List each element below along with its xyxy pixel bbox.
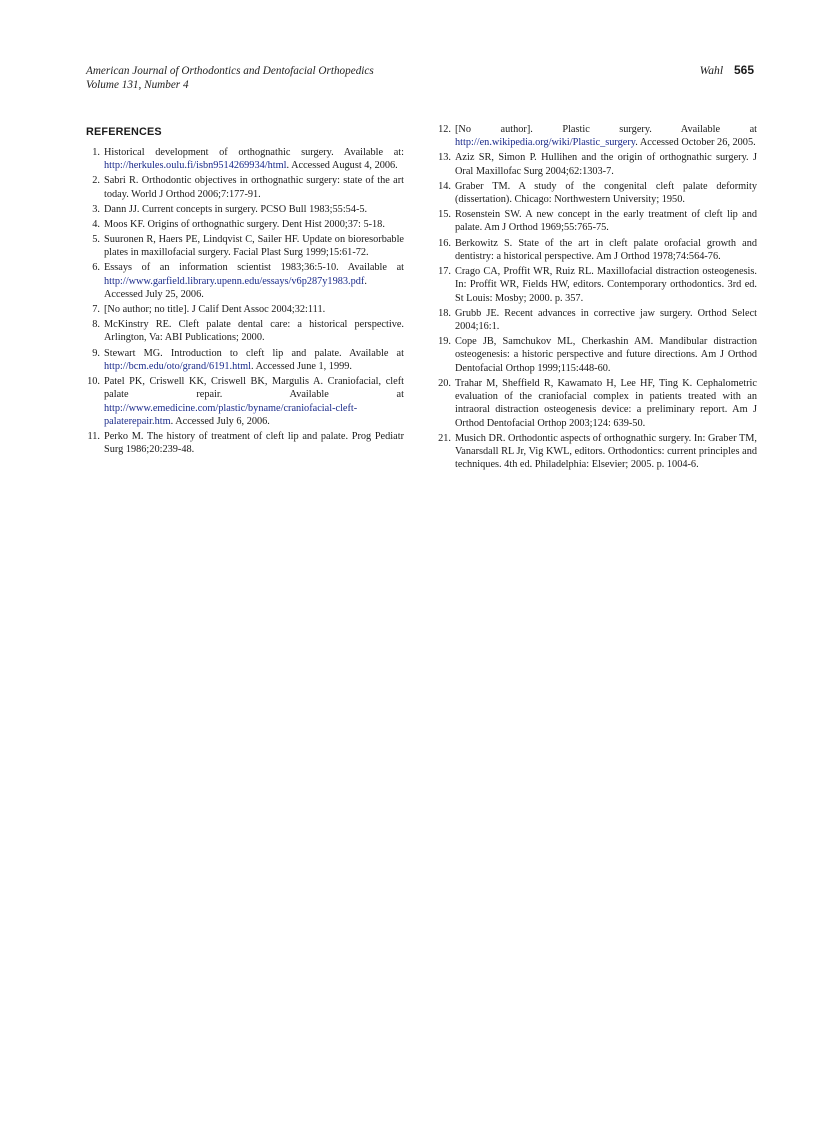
reference-text-tail: . Accessed July 6, 2006.: [170, 415, 270, 427]
reference-number: 13.: [438, 152, 451, 164]
reference-number: 15.: [438, 209, 451, 221]
references-heading: REFERENCES: [86, 126, 162, 138]
reference-item: [437, 307, 757, 334]
reference-text: Sabri R. Orthodontic objectives in orthognathic surgery: state of the art today. World J Orthod 2006;7:177-91.: [104, 175, 404, 200]
reference-item: [86, 347, 404, 374]
running-header-journal: [86, 64, 374, 92]
reference-item: [437, 151, 757, 178]
reference-item: [437, 432, 757, 472]
reference-item: [86, 218, 404, 231]
reference-text: Perko M. The history of treatment of cleft lip and palate. Prog Pediatr Surg 1986;20:239-48.: [104, 430, 404, 456]
reference-number: 18.: [438, 307, 451, 319]
reference-number: 14.: [438, 180, 451, 192]
reference-text: Berkowitz S. State of the art in cleft palate orofacial growth and dentistry: a historical perspective. Am J Orthod 1978;74:564-76.: [455, 237, 757, 262]
reference-text: Crago CA, Proffit WR, Ruiz RL. Maxillofacial distraction osteogenesis. In: Proffit WR, Fields HW, editors. Contemporary orthodontics. 3rd ed. St Louis: Mosby; 2000. p. 357.: [455, 265, 757, 304]
reference-item: [86, 174, 404, 201]
journal-volume: Volume 131, Number 4: [86, 79, 189, 91]
reference-number: 5.: [92, 233, 100, 245]
running-header-right: [700, 63, 754, 77]
reference-text: Cope JB, Samchukov ML, Cherkashin AM. Mandibular distraction osteogenesis: a historic perspective and future directions. Am J Orthod Dentofacial Orthop 1999;115:448-60.: [455, 336, 757, 374]
reference-number: 12.: [438, 124, 451, 135]
reference-item: [86, 203, 404, 216]
reference-number: 6.: [92, 262, 100, 274]
reference-text: Grubb JE. Recent advances in corrective jaw surgery. Orthod Select 2004;16:1.: [455, 307, 757, 332]
reference-item: [86, 375, 404, 428]
reference-item: [86, 303, 404, 316]
journal-title: American Journal of Orthodontics and Dentofacial Orthopedics: [86, 65, 374, 77]
reference-item: [86, 261, 404, 301]
reference-item: [86, 318, 404, 345]
reference-link[interactable]: http://www.emedicine.com/plastic/byname/craniofacial-cleft-palaterepair.htm: [104, 402, 358, 427]
reference-text: Moos KF. Origins of orthognathic surgery. Dent Hist 2000;37: 5-18.: [104, 218, 385, 230]
reference-text: Stewart MG. Introduction to cleft lip and palate. Available at: [104, 347, 404, 359]
reference-number: 19.: [438, 336, 451, 348]
reference-text: Aziz SR, Simon P. Hullihen and the origin of orthognathic surgery. J Oral Maxillofac Surg 2004;62:1303-7.: [455, 152, 757, 177]
reference-text: Graber TM. A study of the congenital cleft palate deformity (dissertation). Chicago: Northwestern University; 1950.: [455, 180, 757, 206]
reference-text: Rosenstein SW. A new concept in the early treatment of cleft lip and palate. Am J Orthod 1969;55:765-75.: [455, 209, 757, 234]
reference-link[interactable]: http://en.wikipedia.org/wiki/Plastic_surgery: [455, 137, 636, 149]
reference-text: Historical development of orthognathic surgery. Available at:: [104, 147, 404, 158]
reference-item: [437, 208, 757, 235]
reference-number: 7.: [92, 304, 100, 316]
reference-text: [No author]. Plastic surgery. Available at: [455, 124, 757, 135]
reference-number: 3.: [92, 203, 100, 215]
reference-link[interactable]: http://bcm.edu/oto/grand/6191.html: [104, 360, 252, 372]
reference-item: [86, 430, 404, 457]
reference-text: Trahar M, Sheffield R, Kawamato H, Lee HF, Ting K. Cephalometric evaluation of the craniofacial complex in patients treated with an intraoral distraction osteogenesis device: a preliminary report. Am J Orthod Dentofacial Orthop 2003;124: 639-50.: [455, 377, 757, 429]
reference-number: 2.: [92, 175, 100, 187]
reference-number: 9.: [92, 347, 100, 359]
reference-number: 11.: [87, 430, 100, 442]
reference-number: 17.: [438, 265, 451, 277]
reference-number: 21.: [438, 432, 451, 444]
reference-text-tail: . Accessed June 1, 1999.: [251, 360, 352, 372]
reference-text-tail: . Accessed July 25, 2006.: [104, 275, 367, 300]
reference-number: 1.: [92, 147, 100, 158]
reference-item: [437, 335, 757, 375]
reference-item: [86, 233, 404, 260]
reference-item: [437, 377, 757, 430]
reference-text: Essays of an information scientist 1983;36:5-10. Available at: [104, 262, 404, 274]
reference-text: Suuronen R, Haers PE, Lindqvist C, Sailer HF. Update on bioresorbable plates in maxillofacial surgery. Facial Plast Surg 1999;15:61-72.: [104, 233, 404, 259]
reference-number: 8.: [92, 319, 100, 331]
reference-text: Patel PK, Criswell KK, Criswell BK, Margulis A. Craniofacial, cleft palate repair. Available at: [104, 375, 404, 401]
reference-item: [437, 237, 757, 264]
reference-number: 16.: [438, 237, 451, 249]
reference-number: 10.: [87, 375, 100, 387]
reference-link[interactable]: http://herkules.oulu.fi/isbn9514269934/html: [104, 160, 287, 172]
header-author: Wahl: [699, 64, 724, 77]
reference-text: [No author; no title]. J Calif Dent Assoc 2004;32:111.: [104, 304, 326, 316]
reference-item: [86, 146, 404, 173]
reference-text: Musich DR. Orthodontic aspects of orthognathic surgery. In: Graber TM, Vanarsdall RL Jr, Vig KWL, editors. Orthodontics: current principles and techniques. 4th ed. Philadelphia: Elsevier; 2005. p. 1004-6.: [455, 432, 757, 471]
reference-number: 4.: [92, 218, 100, 230]
reference-item: [437, 265, 757, 305]
reference-text-tail: . Accessed August 4, 2006.: [286, 160, 398, 172]
reference-text: McKinstry RE. Cleft palate dental care: a historical perspective. Arlington, Va: ABI Publications; 2000.: [104, 319, 404, 344]
page-number: 565: [733, 63, 754, 77]
reference-number: 20.: [438, 377, 451, 389]
reference-text: Dann JJ. Current concepts in surgery. PCSO Bull 1983;55:54-5.: [104, 203, 368, 215]
reference-text-tail: . Accessed October 26, 2005.: [635, 137, 756, 149]
reference-item: [437, 123, 757, 150]
reference-item: [437, 180, 757, 207]
references-right-column: [437, 123, 757, 473]
references-left-column: [86, 146, 404, 458]
reference-link[interactable]: http://www.garfield.library.upenn.edu/essays/v6p287y1983.pdf: [104, 275, 365, 287]
